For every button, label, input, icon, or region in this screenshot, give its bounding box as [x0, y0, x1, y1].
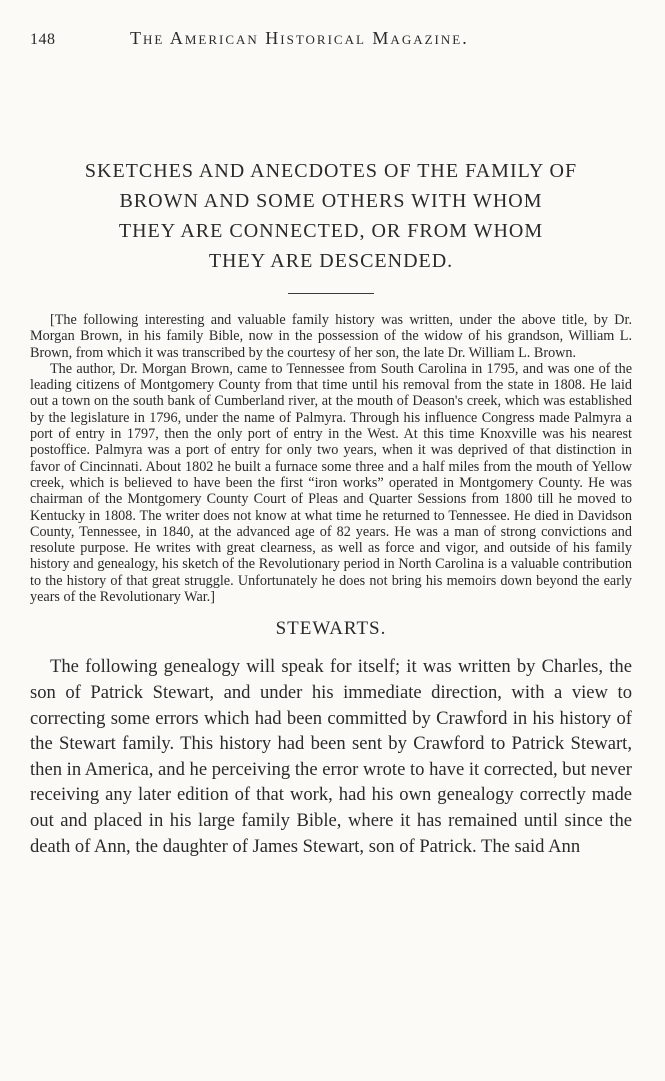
page-header — [30, 28, 632, 54]
note-paragraph: [The following interesting and valuable family history was written, under the above title, by Dr. Morgan Brown, in his family Bible, now in the possession of the widow of his grandson, William L. Brown, from which it was transcribed by the courtesy of her son, the late Dr. William L. Brown. — [30, 312, 632, 361]
book-page — [30, 28, 632, 859]
title-line: SKETCHES AND ANECDOTES OF THE FAMILY OF — [84, 160, 578, 182]
title-line: THEY ARE DESCENDED. — [208, 250, 454, 272]
note-paragraph: The author, Dr. Morgan Brown, came to Tennessee from South Carolina in 1795, and was one of the leading citizens of Montgomery County from that time until his removal from the state in 1808. He laid out a town on the south bank of Cumberland river, at the mouth of Deason's creek, which was established by the legislature in 1796, under the name of Palmyra. Through his influence Congress made Palmyra a port of entry in 1797, then the only port of entry in the West. At this time Knoxville was his nearest postoffice. Palmyra was a port of entry for only two years, when it was deprived of that distinction in favor of Cincinnati. About 1802 he built a furnace some three and a half miles from the mouth of Yellow creek, which is believed to have been the first “iron works” operated in Montgomery County. He was chairman of the Montgomery County Court of Pleas and Quarter Sessions from 1800 till he moved to Kentucky in 1808. The writer does not know at what time he returned to Tennessee. He died in Davidson County, Tennessee, in 1840, at the advanced age of 82 years. He was a man of strong convictions and resolute purpose. He writes with great clearness, as well as force and vigor, and outside of his family history and genealogy, his sketch of the Revolutionary period in North Carolina is a valuable contribution to the history of that great struggle. Unfortunately he does not bring his memoirs down beyond the early years of the Revolutionary War.] — [30, 360, 632, 606]
title-line: BROWN AND SOME OTHERS WITH WHOM — [119, 190, 543, 212]
title-divider — [288, 293, 374, 294]
page-number: 148 — [30, 31, 56, 48]
article-title — [30, 156, 632, 276]
body-text — [30, 654, 632, 859]
title-line: THEY ARE CONNECTED, OR FROM WHOM — [118, 220, 544, 242]
body-paragraph: The following genealogy will speak for itself; it was written by Charles, the son of Patrick Stewart, and under his immediate direction, with a view to correcting some errors which had been committed by Crawford in his history of the Stewart family. This history had been sent by Crawford to Patrick Stewart, then in America, and he perceiving the error wrote to have it corrected, but never receiving any later edition of that work, had his own genealogy correctly made out and placed in his large family Bible, where it has remained until since the death of Ann, the daughter of James Stewart, son of Patrick. The said Ann — [30, 656, 632, 857]
editor-note — [30, 312, 632, 605]
running-title: The American Historical Magazine. — [130, 28, 469, 48]
section-heading: STEWARTS. — [275, 618, 387, 640]
